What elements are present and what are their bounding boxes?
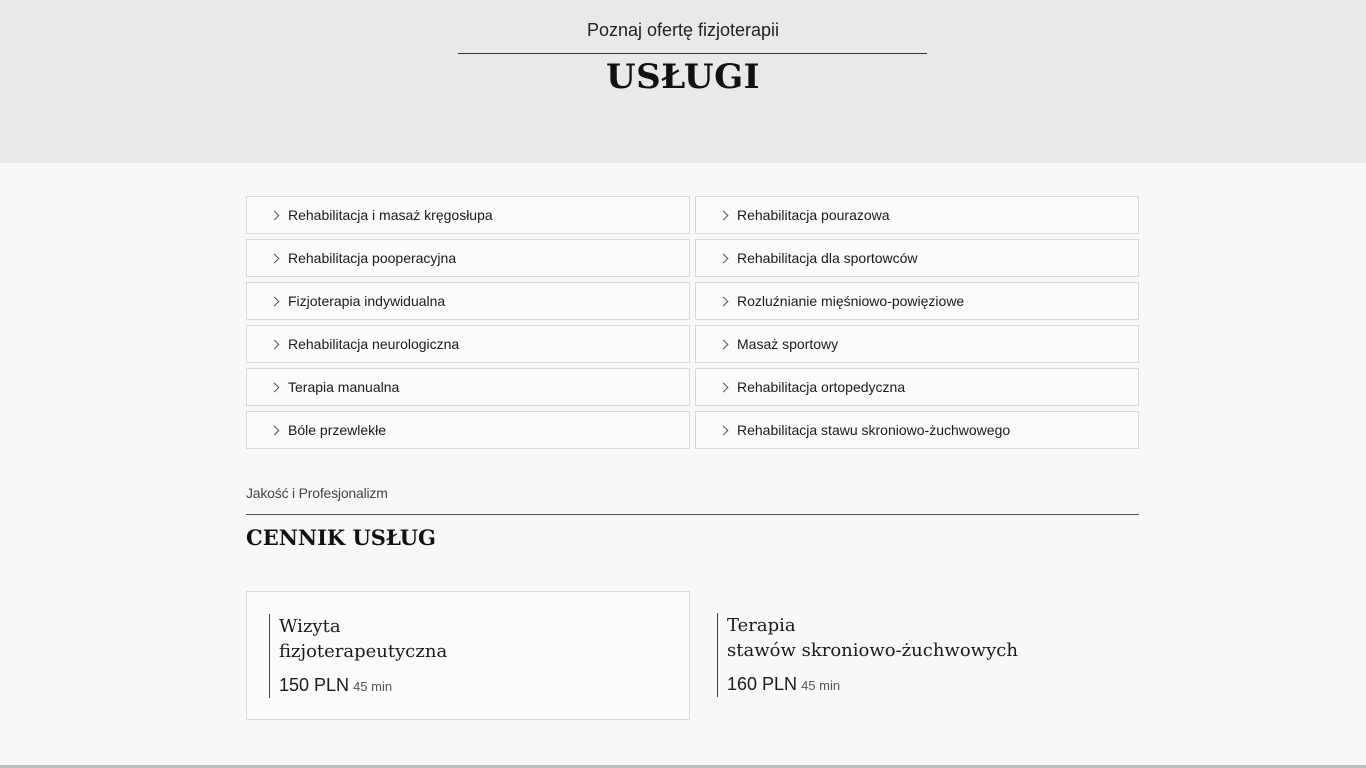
service-label: Terapia manualna bbox=[288, 379, 400, 395]
chevron-right-icon bbox=[270, 382, 280, 392]
service-label: Rehabilitacja neurologiczna bbox=[288, 336, 460, 352]
pricing-title: CENNIK USŁUG bbox=[246, 525, 436, 550]
price-card-name-line1: Wizyta bbox=[279, 616, 341, 637]
service-label: Rehabilitacja ortopedyczna bbox=[737, 379, 906, 395]
service-label: Rehabilitacja dla sportowców bbox=[737, 250, 918, 266]
price-card-content bbox=[717, 613, 1018, 697]
page-title: USŁUGI bbox=[605, 57, 761, 97]
price-row bbox=[279, 675, 447, 696]
service-item-orthopedic[interactable] bbox=[695, 368, 1139, 406]
chevron-right-icon bbox=[719, 253, 729, 263]
hero-section bbox=[0, 0, 1366, 163]
chevron-right-icon bbox=[719, 382, 729, 392]
service-item-athletes[interactable] bbox=[695, 239, 1139, 277]
price-card-tmj bbox=[695, 591, 1139, 720]
service-item-post-operative[interactable] bbox=[246, 239, 690, 277]
service-label: Rehabilitacja pourazowa bbox=[737, 207, 890, 223]
services-list bbox=[246, 196, 1139, 449]
service-label: Rozluźnianie mięśniowo-powięziowe bbox=[737, 293, 965, 309]
price-duration: 45 min bbox=[353, 679, 393, 694]
price-card-name-line1: Terapia bbox=[727, 615, 796, 636]
service-label: Rehabilitacja i masaż kręgosłupa bbox=[288, 207, 493, 223]
service-label: Rehabilitacja stawu skroniowo-żuchwowego bbox=[737, 422, 1011, 438]
service-item-manual-therapy[interactable] bbox=[246, 368, 690, 406]
service-item-spine-massage[interactable] bbox=[246, 196, 690, 234]
chevron-right-icon bbox=[719, 339, 729, 349]
pricing-kicker: Jakość i Profesjonalizm bbox=[246, 485, 388, 501]
price-value: 150 PLN bbox=[279, 675, 350, 695]
hero-subtitle: Poznaj ofertę fizjoterapii bbox=[586, 20, 780, 40]
service-item-neurological[interactable] bbox=[246, 325, 690, 363]
chevron-right-icon bbox=[719, 210, 729, 220]
service-label: Bóle przewlekłe bbox=[288, 422, 387, 438]
price-card-name-line2: stawów skroniowo-żuchwowych bbox=[727, 640, 1018, 661]
chevron-right-icon bbox=[270, 253, 280, 263]
chevron-right-icon bbox=[270, 339, 280, 349]
price-card-name-line2: fizjoterapeutyczna bbox=[279, 641, 448, 662]
service-item-chronic-pain[interactable] bbox=[246, 411, 690, 449]
service-label: Rehabilitacja pooperacyjna bbox=[288, 250, 457, 266]
chevron-right-icon bbox=[270, 425, 280, 435]
price-duration: 45 min bbox=[801, 678, 841, 693]
service-item-tmj[interactable] bbox=[695, 411, 1139, 449]
service-label: Masaż sportowy bbox=[737, 336, 839, 352]
service-item-post-injury[interactable] bbox=[695, 196, 1139, 234]
price-card-content bbox=[269, 614, 447, 698]
chevron-right-icon bbox=[270, 296, 280, 306]
price-value: 160 PLN bbox=[727, 674, 798, 694]
price-row bbox=[727, 674, 1018, 695]
service-label: Fizjoterapia indywidualna bbox=[288, 293, 446, 309]
chevron-right-icon bbox=[719, 425, 729, 435]
service-item-sports-massage[interactable] bbox=[695, 325, 1139, 363]
chevron-right-icon bbox=[270, 210, 280, 220]
chevron-right-icon bbox=[719, 296, 729, 306]
service-item-individual-physio[interactable] bbox=[246, 282, 690, 320]
pricing-divider bbox=[246, 514, 1139, 515]
service-item-myofascial-release[interactable] bbox=[695, 282, 1139, 320]
price-card-visit bbox=[246, 591, 690, 720]
hero-divider bbox=[458, 53, 927, 54]
